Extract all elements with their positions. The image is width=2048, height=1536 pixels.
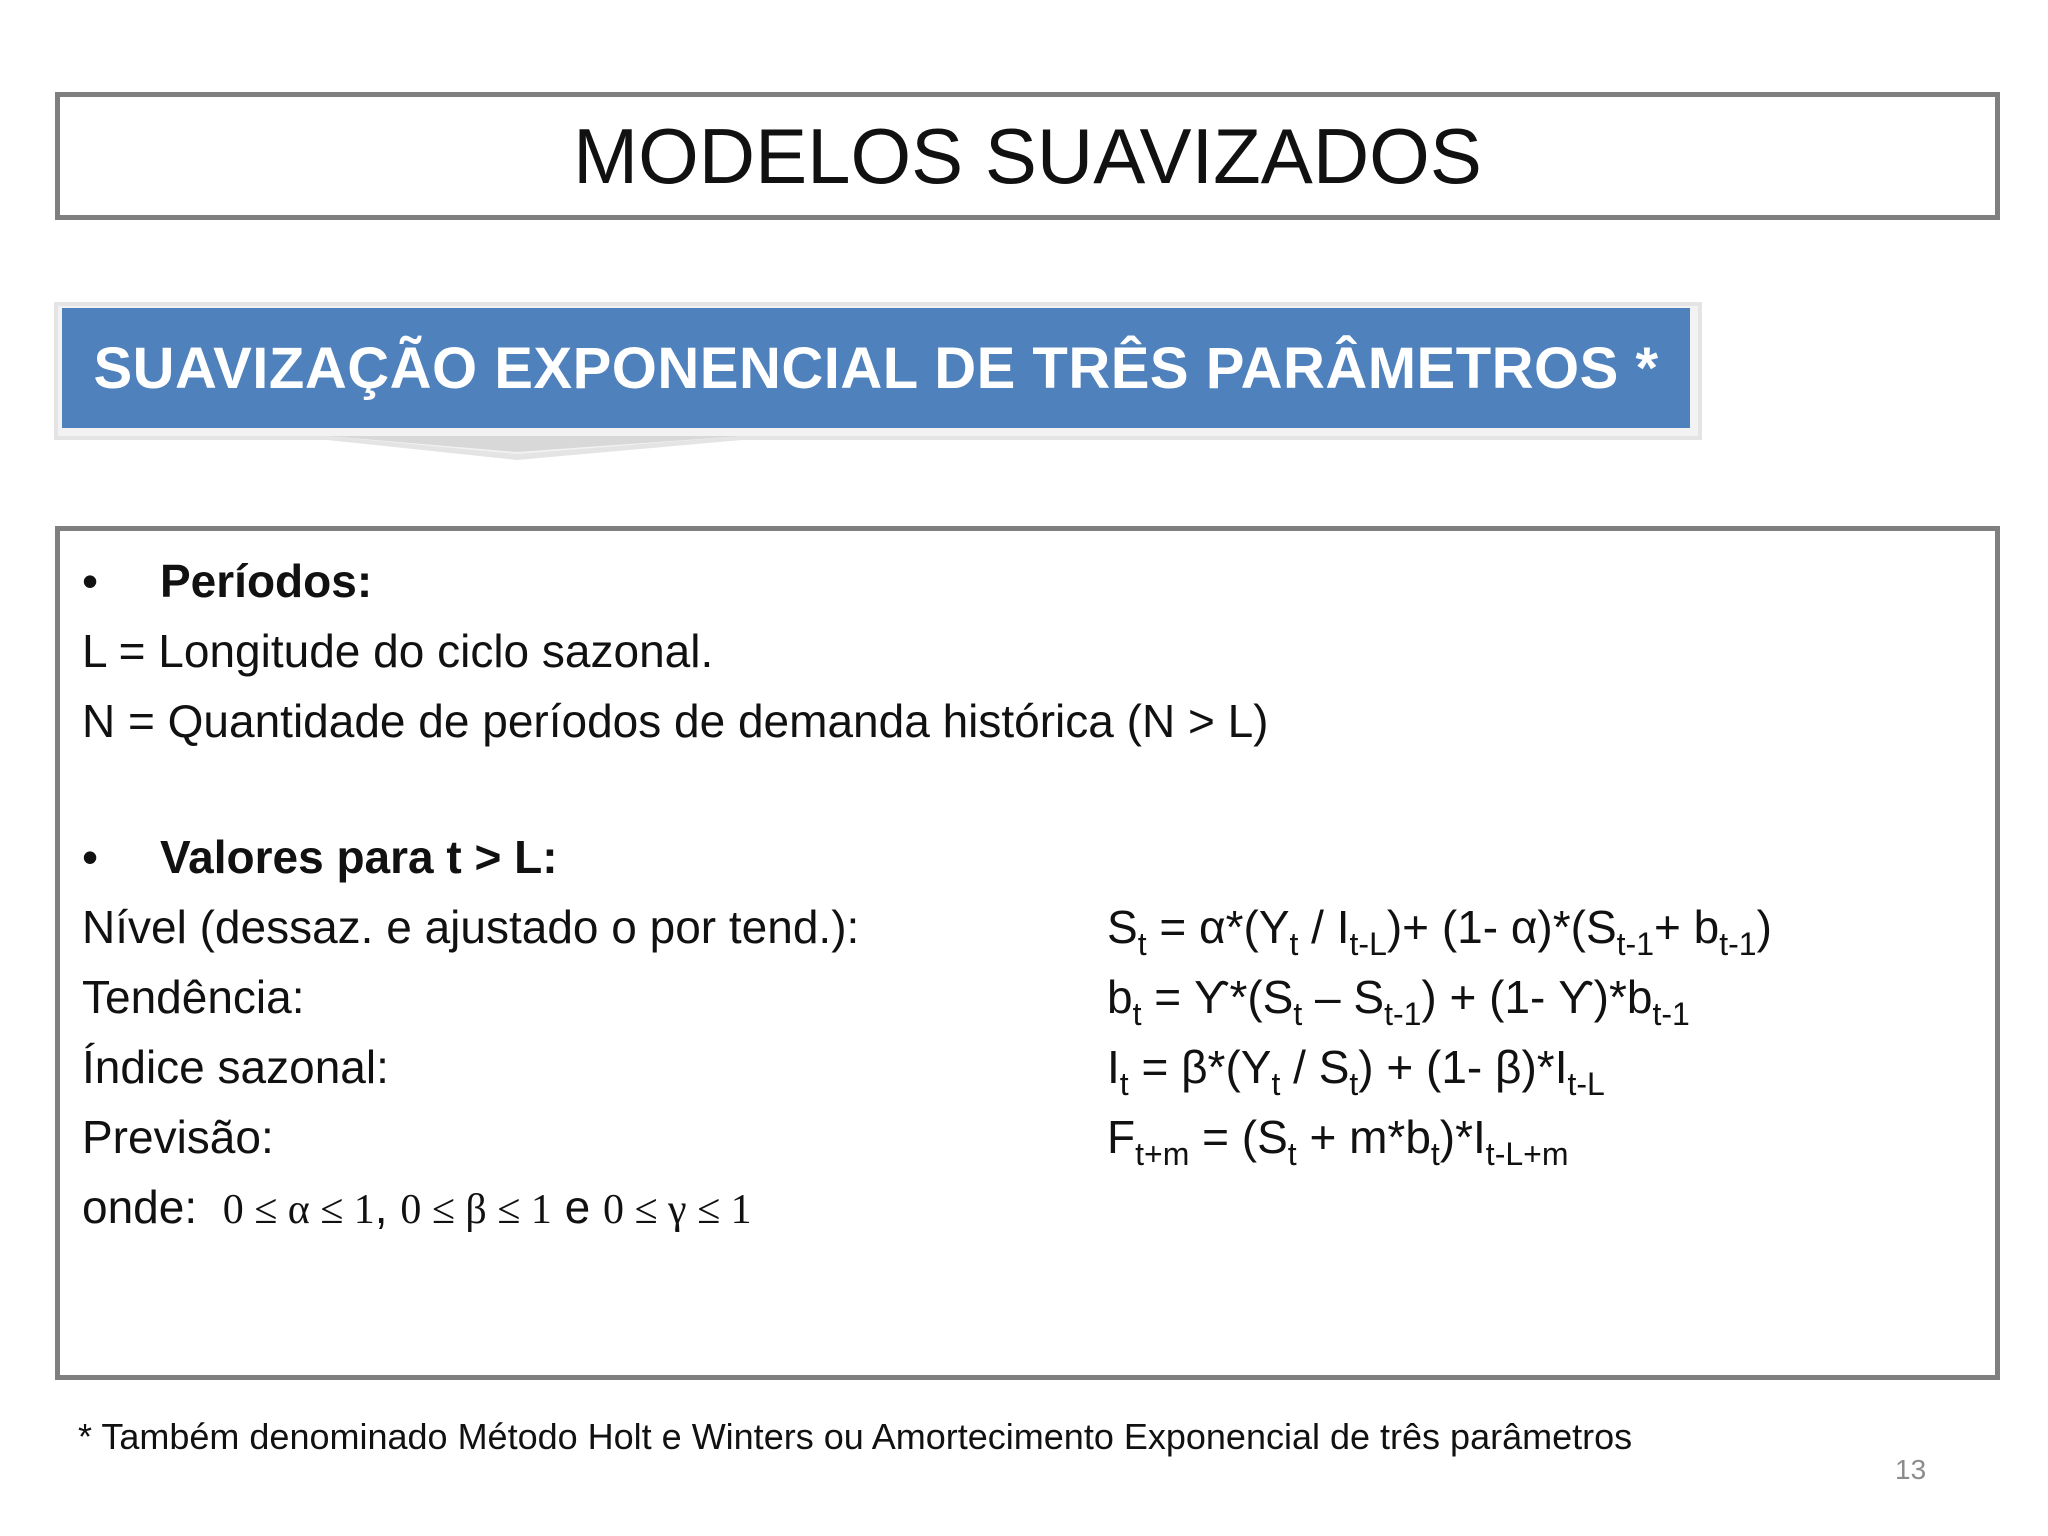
gamma-constraint: 0 ≤ γ ≤ 1 — [603, 1187, 752, 1233]
page-number: 13 — [1895, 1454, 1927, 1485]
content-box — [55, 526, 2000, 1380]
label-seasonal-index: Índice sazonal: — [82, 1041, 389, 1093]
formula-trend: $b_t = ϒ*(S_t - S_{t-1}) + (1-$ $ϒ)*b_{t-1}$ — [1107, 971, 1690, 1032]
onde-label: onde: — [82, 1181, 198, 1233]
slide-title: MODELOS SUAVIZADOS — [573, 111, 1482, 200]
title-box — [55, 92, 2000, 220]
formula-forecast: $F_{t+m} = (S_t + m*b_t)*I_{t-L+m}$ — [1107, 1111, 1569, 1172]
definition-n: N = Quantidade de períodos de demanda histórica (N > L) — [82, 695, 1269, 747]
label-forecast: Previsão: — [82, 1111, 274, 1163]
constraints-line — [82, 1179, 752, 1238]
alpha-constraint: 0 ≤ α ≤ 1 — [222, 1187, 375, 1233]
constraint-comma: , — [374, 1181, 388, 1233]
banner-bar — [62, 308, 1690, 428]
periods-heading: Períodos: — [160, 555, 373, 607]
banner-title: SUAVIZAÇÃO EXPONENCIAL DE TRÊS PARÂMETROS * — [93, 335, 1659, 401]
bullet-symbol: • — [82, 831, 99, 883]
footnote: * Também denominado Método Holt e Winters ou Amortecimento Exponencial de três parâmetros — [78, 1416, 1633, 1457]
banner-callout — [52, 300, 1704, 470]
beta-constraint: 0 ≤ β ≤ 1 — [400, 1187, 552, 1233]
constraint-and: e — [564, 1181, 591, 1233]
formula-level: $S_t = \alpha*(Y_t / I_{t-L})+ (1-$ $\alpha)*(S_{t-1}+ b_{t-1})$ — [1107, 901, 1772, 962]
values-heading: Valores para t > L: — [160, 831, 558, 883]
formula-seasonal-index: $I_t = \beta*(Y_t / S_t) + (1-$ $\beta)*I_{t-L}$ — [1107, 1041, 1605, 1102]
definition-l: L = Longitude do ciclo sazonal. — [82, 625, 714, 677]
label-level: Nível (dessaz. e ajustado o por tend.): — [82, 901, 860, 953]
label-trend: Tendência: — [82, 971, 305, 1023]
bullet-symbol: • — [82, 555, 99, 607]
